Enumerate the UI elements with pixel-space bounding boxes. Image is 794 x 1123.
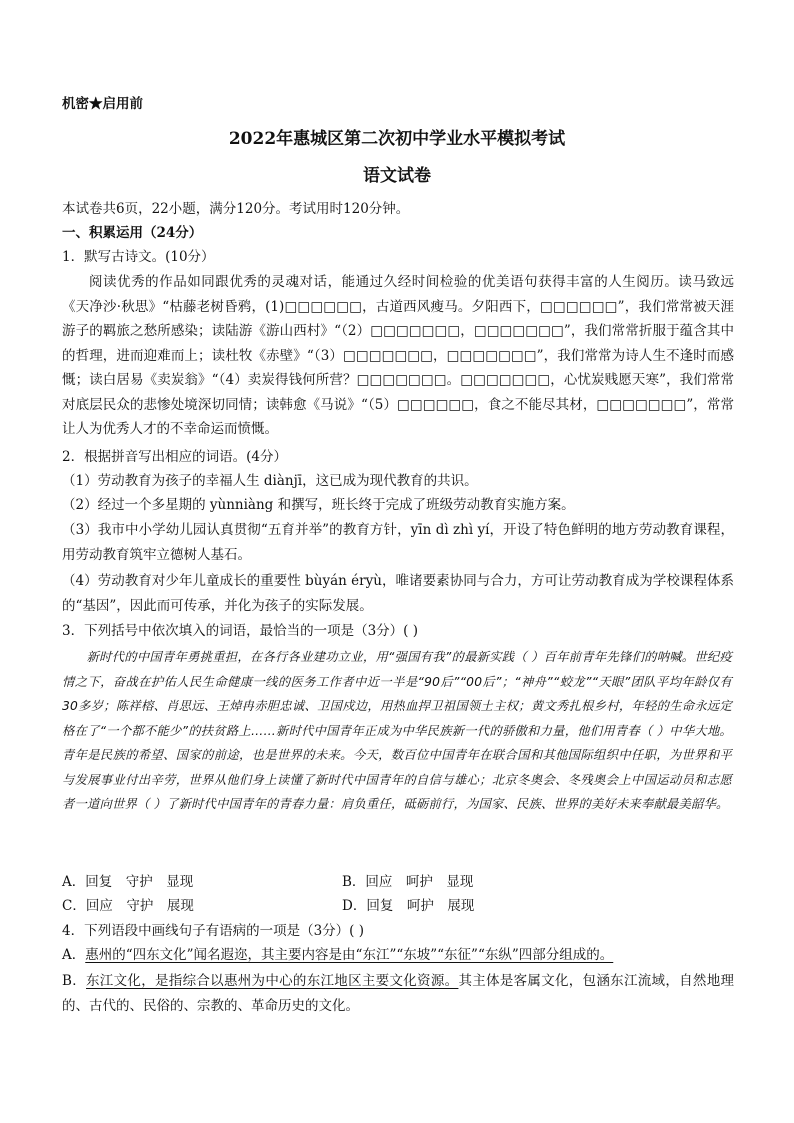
q3-option-b: B．回应 呵护 显现 <box>342 874 474 890</box>
q3-option-c: C．回应 守护 展现 <box>62 898 194 914</box>
q4-option-a <box>62 945 732 965</box>
q1-body: 阅读优秀的作品如同跟优秀的灵魂对话，能通过久经时间检验的优美语句获得丰富的人生阅历。读马致远《天净沙·秋思》“枯藤老树昏鸦，(1)□□□□□□，古道西风瘦马。夕阳西下，□□□□□□”，我们常常被天涯游子的羁旅之愁所感染；读陆游《游山西村》“（2）□□□□□□□，□□□□□□□”，我们常常折服于蕴含其中的哲理，进而迎难而上；读杜牧《赤壁》“（3）□□□□□□□，□□□□□□□”，我们常常为诗人生不逢时而感慨；读白居易《卖炭翁》“（4）卖炭得钱何所营？□□□□□□□。□□□□□□□，心忧炭贱愿天寒”，我们常常对底层民众的悲惨处境深切同情；读韩愈《马说》“（5）□□□□□□，食之不能尽其材，□□□□□□□”，常常让人为优秀人才的不幸命运而愤慨。 <box>62 274 734 437</box>
q4-option-b-rest: 其主体是客属文化，包涵东江流域，自然地理的、古代的、民俗的、宗教的、革命历史的文化。 <box>62 973 735 1014</box>
q4-label: 4．下列语段中画线句子有语病的一项是（3分）( ) <box>62 923 365 939</box>
q3-label: 3．下列括号中依次填入的词语，最恰当的一项是（3分）( ) <box>62 623 419 639</box>
confidential-label: 机密★启用前 <box>62 96 143 112</box>
q2-item-3: （3）我市中小学幼儿园认真贯彻“五育并举”的教育方针，yīn dì zhì yí，开设了特色鲜明的地方劳动教育课程，用劳动教育筑牢立德树人基石。 <box>62 522 734 563</box>
q3-passage: 新时代的中国青年勇挑重担，在各行各业建功立业，用“强国有我”的最新实践（ ）百年前青年先锋们的呐喊。世纪疫情之下，奋战在护佑人民生命健康一线的医务工作者中近一半是“90后”“00后”；“神舟”“蛟龙”“天眼”团队平均年龄仅有30多岁；陈祥榕、肖思远、王焯冉赤胆忠诚、卫国戍边，用热血捍卫祖国领土主权；黄文秀扎根乡村，年轻的生命永远定格在了“一个都不能少”的扶贫路上……新时代中国青年正成为中华民族新一代的骄傲和力量，他们用青春（ ）中华大地。青年是民族的希望、国家的前途，也是世界的未来。今天，数百位中国青年在联合国和其他国际组织中任职，为世界和平与发展事业付出辛劳，世界从他们身上读懂了新时代中国青年的自信与雄心；北京冬奥会、冬残奥会上中国运动员和志愿者一道向世界（ ）了新时代中国青年的青春力量：肩负重任，砥砺前行，为国家、民族、世界的美好未来奉献最美韶华。 <box>62 650 732 811</box>
q2-item-2: （2）经过一个多星期的 yùnniàng 和撰写，班长终于完成了班级劳动教育实施方案。 <box>62 497 575 513</box>
section-heading: 一、积累运用（24分） <box>62 225 203 241</box>
q2-item-1: （1）劳动教育为孩子的幸福人生 diànjī，这已成为现代教育的共识。 <box>62 473 478 489</box>
q4-option-a-prefix: A． <box>62 947 86 963</box>
q4-option-b <box>62 969 734 1018</box>
q3-option-a: A．回复 守护 显现 <box>62 874 194 890</box>
q4-option-b-underlined: 东江文化，是指综合以惠州为中心的东江地区主要文化资源。 <box>86 973 459 989</box>
q1-label: 1．默写古诗文。(10分） <box>62 249 215 265</box>
exam-title: 2022年惠城区第二次初中学业水平模拟考试 <box>228 129 566 149</box>
q4-option-a-underlined: 惠州的“四东文化”闻名遐迩，其主要内容是由“东江”“东坡”“东征”“东纵”四部分组成的。 <box>85 947 614 963</box>
q2-item-4: （4）劳动教育对少年儿童成长的重要性 bùyán éryù，唯诸要素协同与合力，方可让劳动教育成为学校课程体系的“基因”，因此而可传承，并化为孩子的实际发展。 <box>62 573 734 614</box>
q4-option-b-prefix: B． <box>62 973 87 989</box>
q2-label: 2．根据拼音写出相应的词语。(4分） <box>62 449 287 465</box>
exam-subtitle: 语文试卷 <box>363 166 431 186</box>
q3-option-d: D．回复 呵护 展现 <box>342 898 475 914</box>
exam-info: 本试卷共6页，22小题，满分120分。考试用时120分钟。 <box>62 201 410 217</box>
